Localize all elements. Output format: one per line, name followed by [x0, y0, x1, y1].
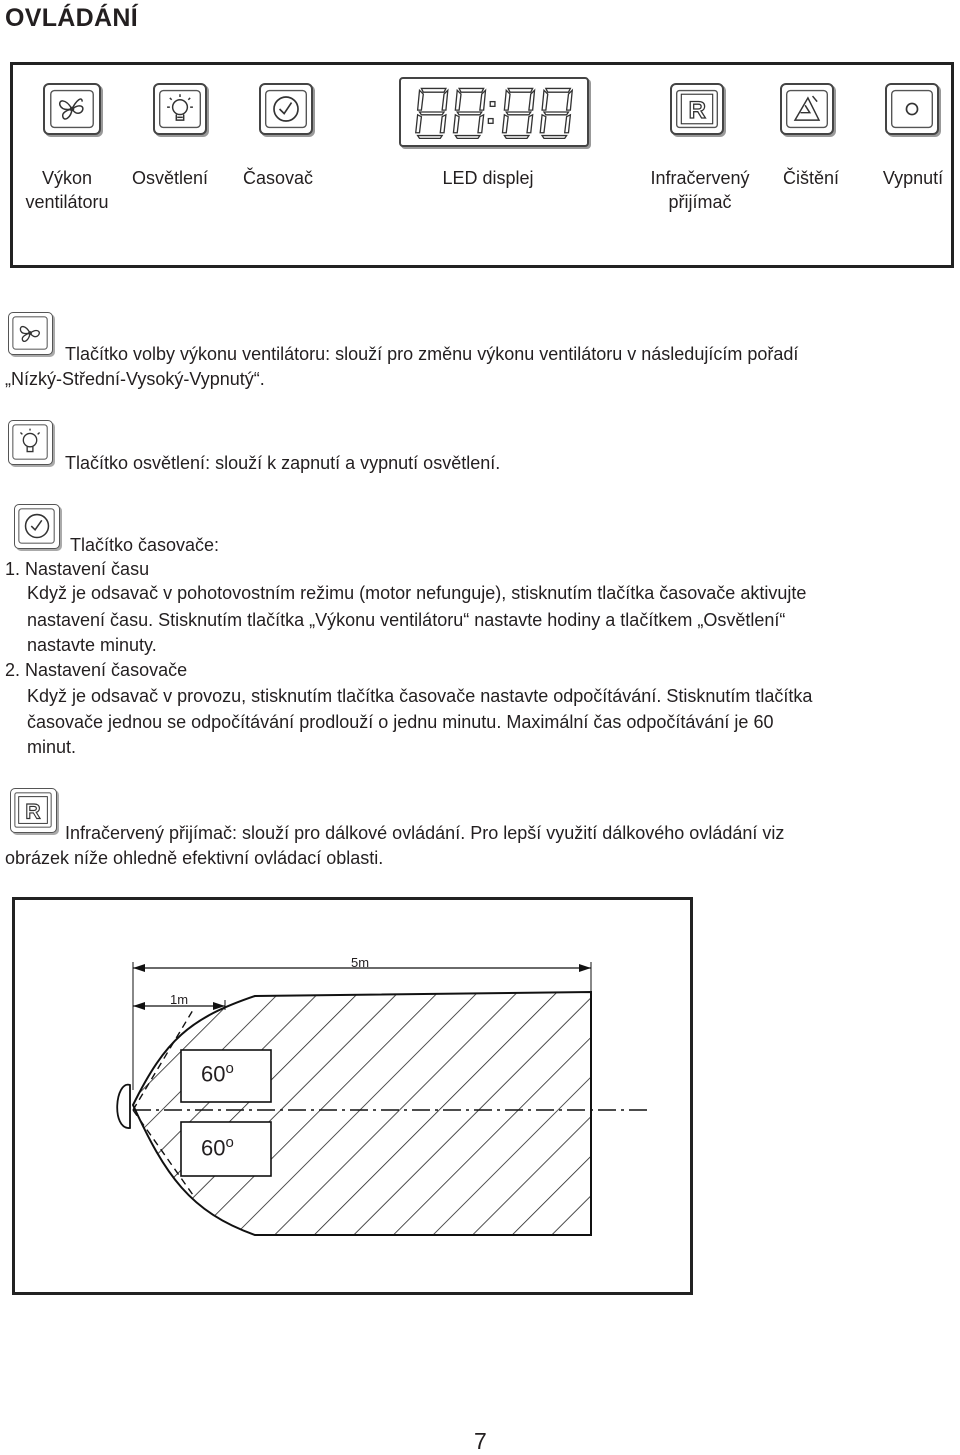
page-number: 7 [474, 1428, 487, 1454]
timer-heading: Tlačítko časovače: [70, 535, 220, 555]
page-title: OVLÁDÁNÍ [5, 4, 138, 32]
timer-item1-title: 1. Nastavení času [5, 559, 150, 579]
fan-section-icon [8, 312, 53, 355]
timer-item2-line3: minut. [27, 737, 77, 757]
distance-5m-label: 5m [351, 955, 370, 970]
angle-bottom-label [201, 1134, 234, 1161]
timer-button[interactable] [259, 83, 313, 135]
fan-button[interactable] [43, 83, 101, 135]
timer-item1-line2: nastavení času. Stisknutím tlačítka „Výkonu ventilátoru“ nastavte hodiny a tlačítkem „Osvětlení“ [27, 610, 786, 630]
power-off-button[interactable] [885, 83, 939, 135]
led-display [399, 77, 589, 147]
cleaning-icon [782, 85, 832, 133]
clock-icon [15, 505, 59, 548]
distance-1m-label: 1m [170, 992, 189, 1007]
label-fan-line2: ventilátoru [25, 192, 109, 212]
label-ir-line2: přijímač [668, 192, 732, 212]
label-fan [15, 166, 119, 214]
svg-text:R: R [25, 800, 41, 824]
label-timer: Časovač [242, 168, 314, 188]
timer-item2-title: 2. Nastavení časovače [5, 660, 188, 680]
angle-top-label [201, 1060, 234, 1087]
angle-top-value: 60 [201, 1061, 226, 1087]
label-clean: Čištění [782, 168, 840, 188]
ir-section-icon [10, 788, 57, 833]
light-icon [155, 85, 205, 133]
power-off-icon [887, 85, 937, 133]
coverage-area [133, 992, 591, 1235]
fan-desc-line2: „Nízký-Střední-Vysoký-Vypnutý“. [5, 369, 265, 389]
svg-text:R: R [688, 97, 707, 125]
light-icon [9, 421, 52, 464]
light-button[interactable] [153, 83, 207, 135]
timer-item1-line1: Když je odsavač v pohotovostním režimu (motor nefunguje), stisknutím tlačítka časovače aktivujte [27, 583, 807, 603]
label-ir-line1: Infračervený [650, 168, 750, 188]
ir-range-diagram [12, 897, 693, 1295]
light-section-icon [8, 420, 53, 465]
label-light: Osvětlení [131, 168, 209, 188]
ir-desc-line1: Infračervený přijímač: slouží pro dálkové ovládání. Pro lepší využití dálkového ovládání viz [65, 823, 785, 843]
timer-item1-line3: nastavte minuty. [27, 635, 157, 655]
ir-desc-line2: obrázek níže ohledně efektivní ovládací oblasti. [5, 848, 384, 868]
control-panel [10, 62, 954, 268]
cleaning-button[interactable] [780, 83, 834, 135]
timer-item2-line2: časovače jednou se odpočítávání prodlouží o jednu minutu. Maximální čas odpočítávání je 60 [27, 712, 774, 732]
timer-section-icon [14, 504, 60, 549]
led-display-digits [401, 79, 587, 145]
clock-icon [261, 85, 311, 133]
angle-bottom-value: 60 [201, 1135, 226, 1161]
fan-icon [45, 85, 99, 133]
fan-desc-line1: Tlačítko volby výkonu ventilátoru: slouží pro změnu výkonu ventilátoru v následujícím pořadí [65, 344, 799, 364]
degree-mark-bottom: o [225, 1134, 234, 1151]
timer-item2-line1: Když je odsavač v provozu, stisknutím tlačítka časovače nastavte odpočítávání. Stisknutím tlačítka [27, 686, 813, 706]
ir-receiver [670, 83, 724, 135]
label-off: Vypnutí [882, 168, 944, 188]
ir-receiver-icon [11, 789, 56, 832]
degree-mark-top: o [225, 1060, 234, 1077]
label-led: LED displej [442, 168, 534, 188]
sensor-shape [117, 1085, 130, 1128]
label-ir [638, 166, 762, 214]
ir-receiver-icon [672, 85, 722, 133]
label-fan-line1: Výkon [41, 168, 93, 188]
fan-icon [9, 313, 52, 354]
light-desc-line1: Tlačítko osvětlení: slouží k zapnutí a vypnutí osvětlení. [65, 453, 501, 473]
